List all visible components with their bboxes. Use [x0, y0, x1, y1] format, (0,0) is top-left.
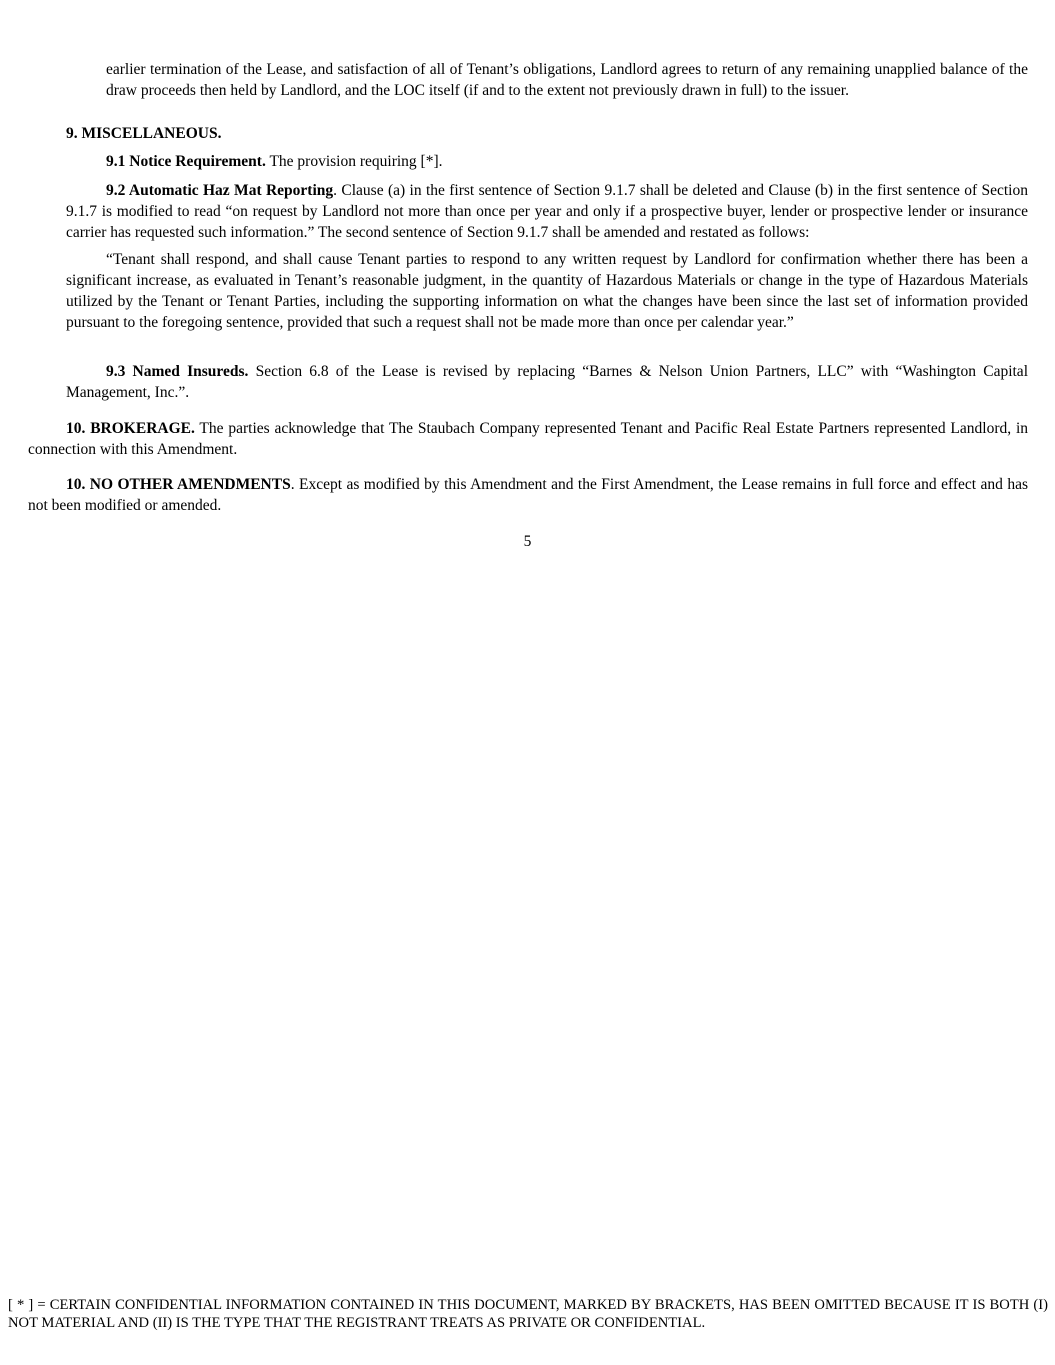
section-9-2-title: 9.2 Automatic Haz Mat Reporting — [106, 182, 334, 199]
section-10-brokerage-paragraph — [28, 418, 1028, 460]
section-9-heading: 9. MISCELLANEOUS. — [66, 125, 222, 142]
section-10-no-other-amendments-paragraph — [28, 474, 1028, 516]
section-9-3-title: 9.3 Named Insureds. — [106, 363, 249, 380]
section-9-3-text: Section 6.8 of the Lease is revised by replacing “Barnes & Nelson Union Partners, LLC” with “Washington Capital Management, Inc.”. — [66, 363, 1028, 401]
section-10-no-other-amendments-title: 10. NO OTHER AMENDMENTS — [66, 476, 291, 493]
section-9-1-title: 9.1 Notice Requirement. — [106, 153, 266, 170]
section-9-2-text: . Clause (a) in the first sentence of Section 9.1.7 shall be deleted and Clause (b) in the first sentence of Section 9.1.7 is modified to read “on request by Landlord not more than once per year and only if a prospective buyer, lender or prospective lender or insurance carrier has requested such information.” The second sentence of Section 9.1.7 shall be amended and restated as follows: — [66, 182, 1028, 241]
section-9-1-text: The provision requiring [*]. — [265, 153, 443, 170]
section-10-brokerage-text: The parties acknowledge that The Staubach Company represented Tenant and Pacific Real Estate Partners represented Landlord, in connection with this Amendment. — [28, 420, 1028, 458]
section-9-2-quote: “Tenant shall respond, and shall cause Tenant parties to respond to any written request by Landlord for confirmation whether there has been a significant increase, as evaluated in Tenant’s reasonable judgment, in the quantity of Hazardous Materials or change in the type of Hazardous Materials utilized by the Tenant or Tenant Parties, including the supporting information on what the changes have been since the last set of information provided pursuant to the foregoing sentence, provided that such a request shall not be made more than once per calendar year.” — [66, 251, 1028, 331]
page-number: 5 — [523, 533, 532, 550]
section-9-1-paragraph — [106, 151, 1006, 172]
continuation-paragraph: earlier termination of the Lease, and satisfaction of all of Tenant’s obligations, Landlord agrees to return of any remaining unapplied balance of the draw proceeds then held by Landlord, and the LOC itself (if and to the extent not previously drawn in full) to the issuer. — [106, 61, 1028, 99]
section-9-3-paragraph — [66, 361, 1028, 403]
confidentiality-footnote: [ * ] = CERTAIN CONFIDENTIAL INFORMATION CONTAINED IN THIS DOCUMENT, MARKED BY BRACKETS, HAS BEEN OMITTED BECAUSE IT IS BOTH (I) NOT MATERIAL AND (II) IS THE TYPE THAT THE REGISTRANT TREATS AS PRIVATE OR CONFIDENTIAL. — [8, 1297, 1048, 1331]
section-10-no-other-amendments-text: . Except as modified by this Amendment and the First Amendment, the Lease remains in full force and effect and has not been modified or amended. — [28, 476, 1028, 514]
section-9-2-paragraph — [66, 180, 1028, 243]
section-10-brokerage-title: 10. BROKERAGE. — [66, 420, 195, 437]
